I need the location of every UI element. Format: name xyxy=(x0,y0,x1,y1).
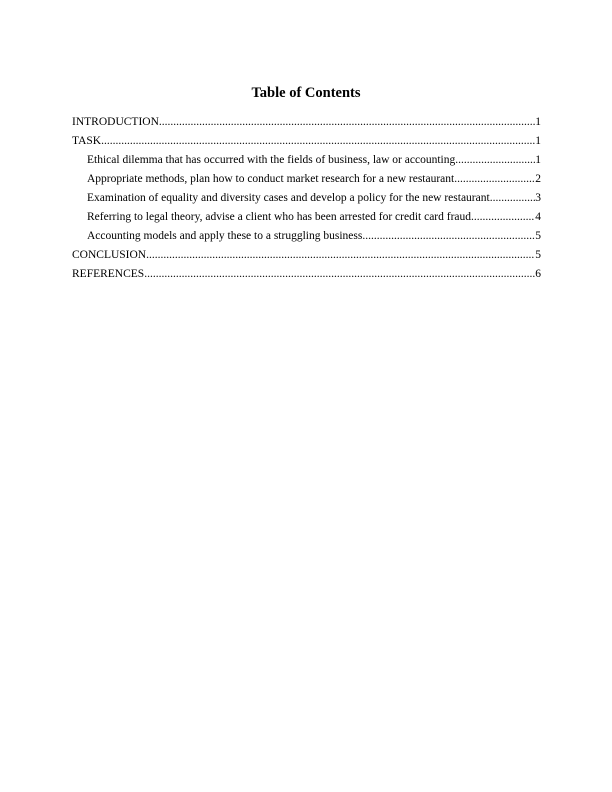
toc-leader-dots xyxy=(101,132,535,151)
toc-entry-text: TASK xyxy=(72,135,102,147)
toc-page-number: 1 xyxy=(535,135,541,147)
toc-leader-dots xyxy=(471,208,535,227)
toc-entry-task[interactable] xyxy=(72,132,541,151)
toc-page-number: 5 xyxy=(535,249,541,261)
toc-page-number: 4 xyxy=(535,211,541,223)
toc-page-number: 6 xyxy=(535,268,541,280)
toc-leader-dots xyxy=(362,227,535,246)
toc-entry-market-research[interactable] xyxy=(72,170,541,189)
toc-entry-references[interactable] xyxy=(72,265,541,284)
toc-page-number: 2 xyxy=(535,173,541,185)
toc-title: Table of Contents xyxy=(251,85,361,101)
toc-entry-text: Accounting models and apply these to a struggling business xyxy=(87,230,363,242)
toc-entry-text: Examination of equality and diversity cases and develop a policy for the new restaurant xyxy=(87,192,490,204)
toc-leader-dots xyxy=(490,189,536,208)
toc-entry-conclusion[interactable] xyxy=(72,246,541,265)
toc-entry-ethical-dilemma[interactable] xyxy=(72,151,541,170)
toc-entry-text: CONCLUSION xyxy=(72,249,147,261)
toc-page-number: 5 xyxy=(535,230,541,242)
toc-leader-dots xyxy=(159,113,535,132)
toc-entry-text: Referring to legal theory, advise a client who has been arrested for credit card fraud xyxy=(87,211,472,223)
toc-page-number: 3 xyxy=(535,192,541,204)
toc-entry-introduction[interactable] xyxy=(72,113,541,132)
toc-entry-text: REFERENCES xyxy=(72,268,145,280)
toc-entry-legal-theory[interactable] xyxy=(72,208,541,227)
toc-leader-dots xyxy=(144,265,535,284)
toc-leader-dots xyxy=(454,170,535,189)
toc-entry-text: INTRODUCTION xyxy=(72,116,159,128)
toc-entry-equality-diversity[interactable] xyxy=(72,189,541,208)
toc-leader-dots xyxy=(455,151,535,170)
toc-list xyxy=(72,113,541,284)
toc-page-number: 1 xyxy=(535,116,541,128)
toc-leader-dots xyxy=(146,246,535,265)
toc-entry-text: Ethical dilemma that has occurred with the fields of business, law or accounting xyxy=(87,154,456,166)
toc-entry-text: Appropriate methods, plan how to conduct market research for a new restaurant xyxy=(87,173,455,185)
toc-page-number: 1 xyxy=(535,154,541,166)
toc-entry-accounting-models[interactable] xyxy=(72,227,541,246)
